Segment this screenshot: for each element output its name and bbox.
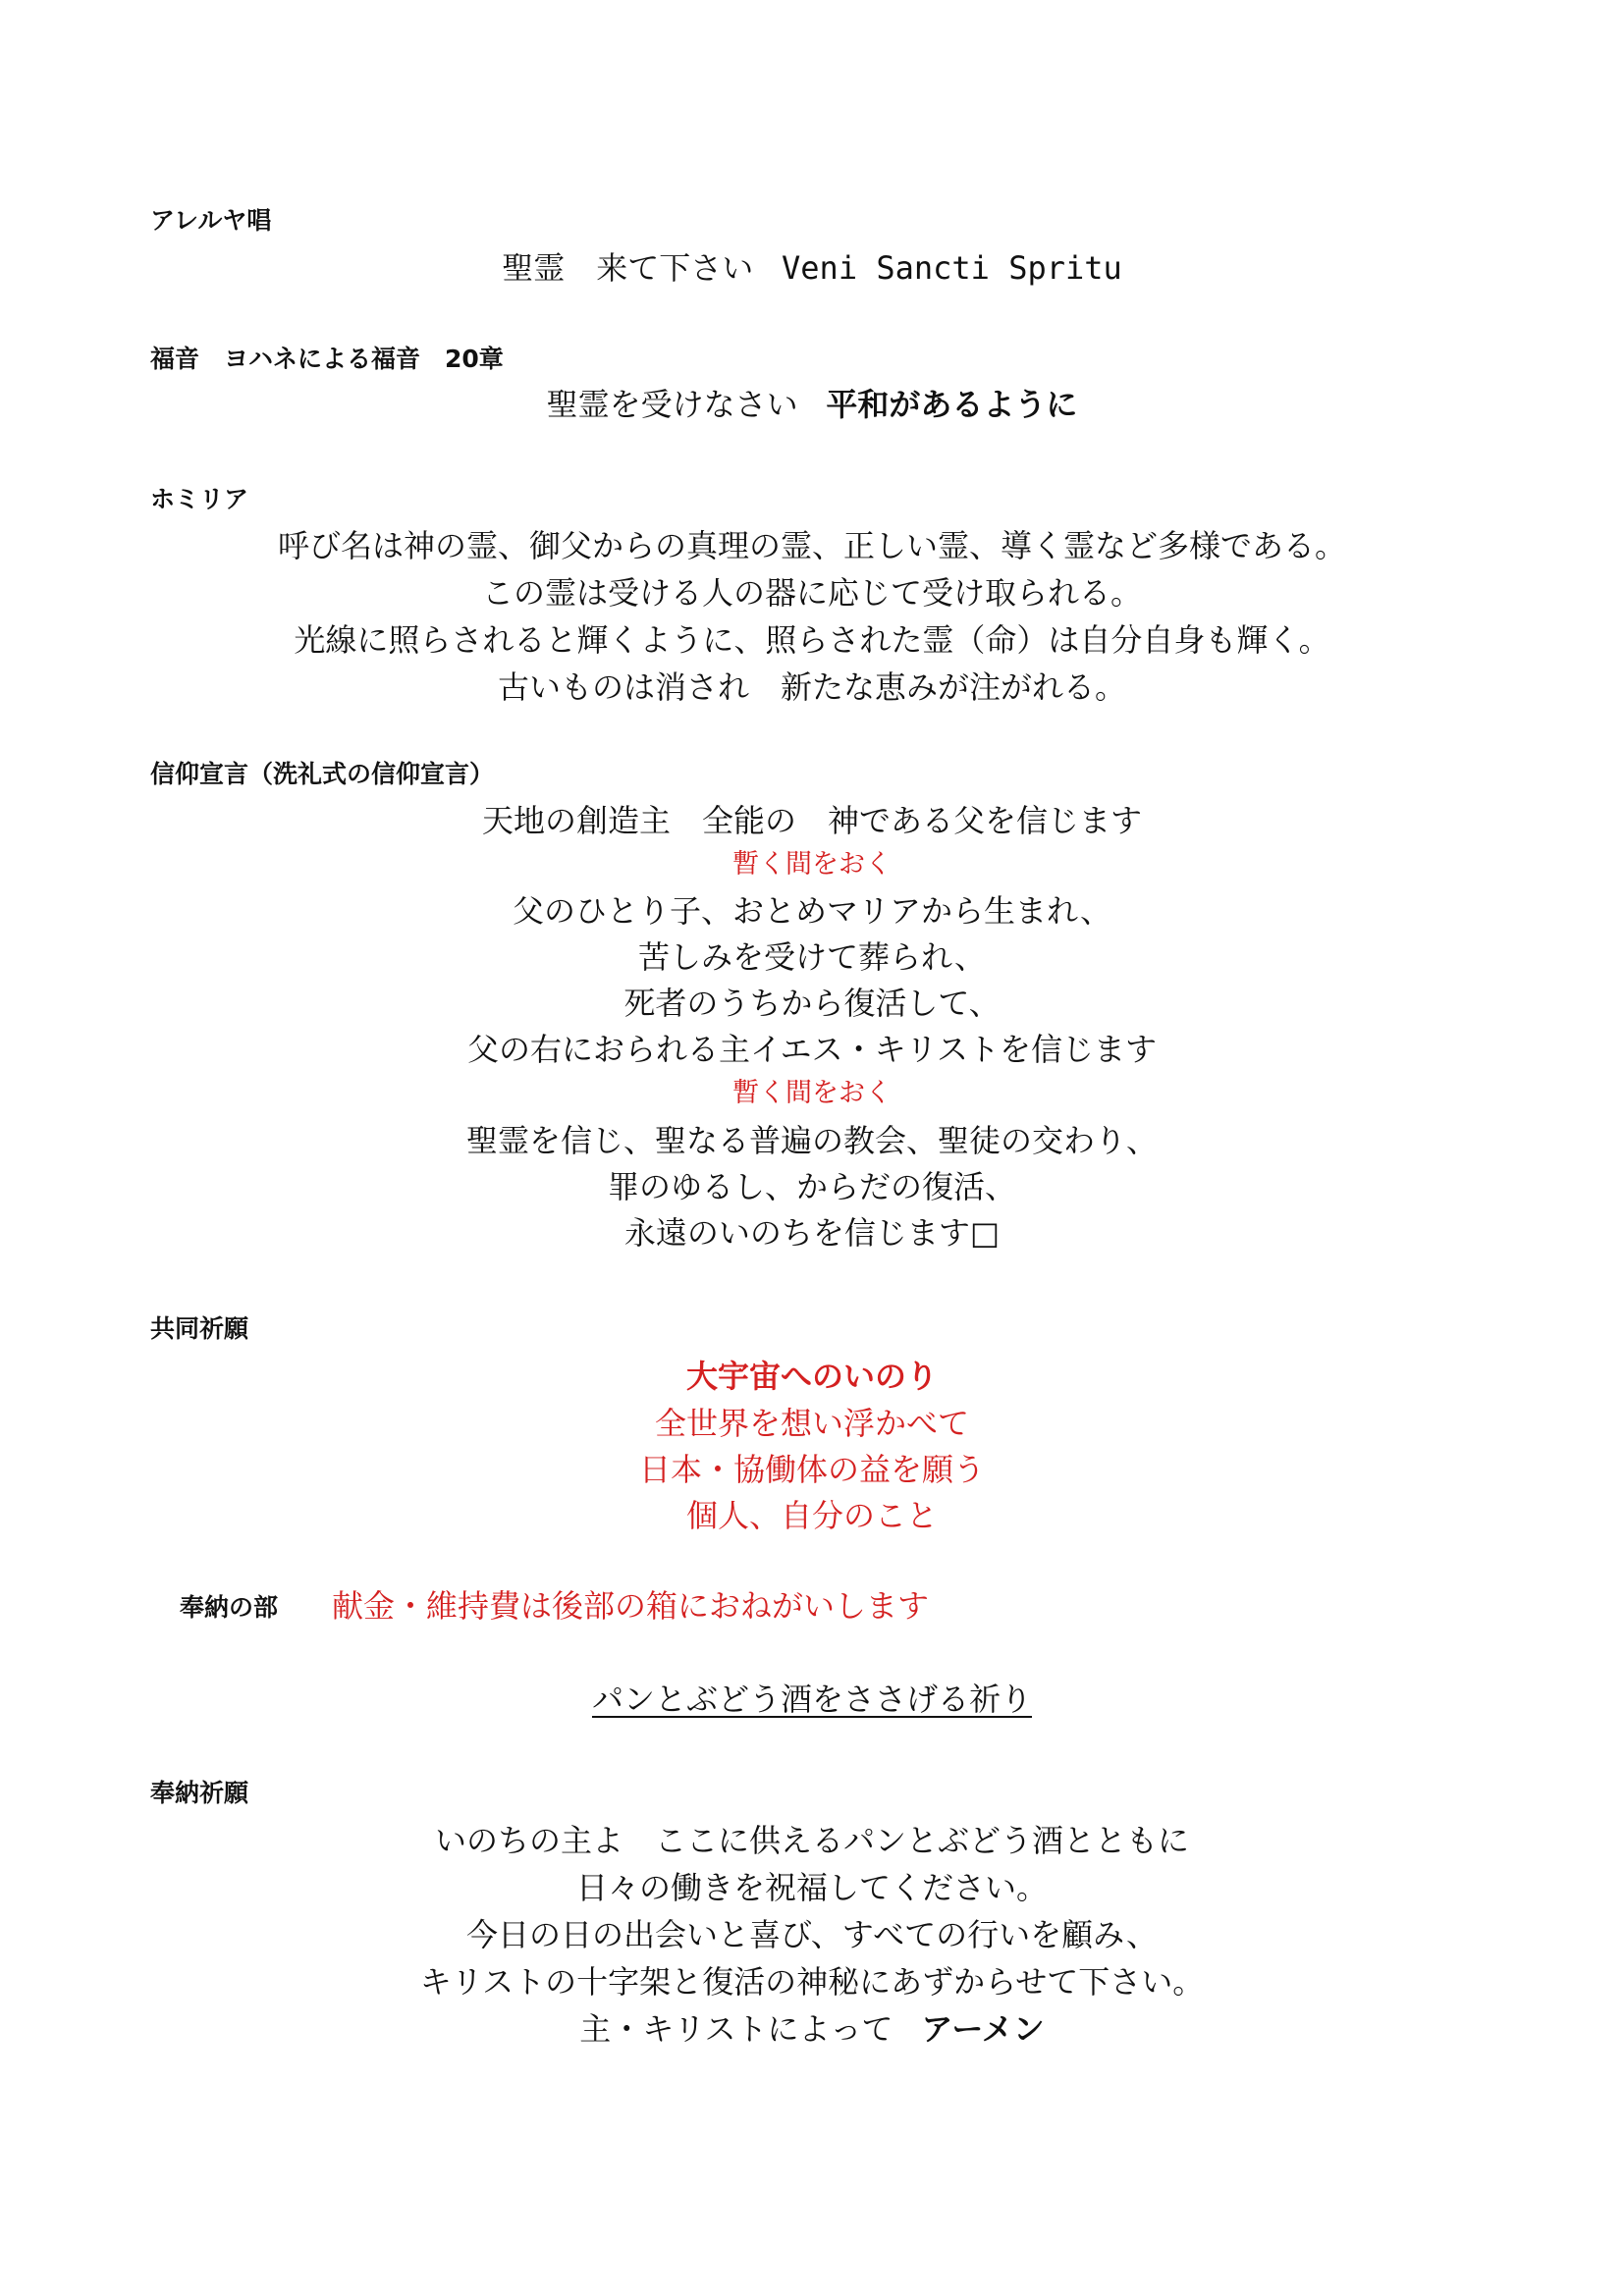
- offertory-prayer-line: キリストの十字架と復活の神秘にあずからせて下さい。: [419, 1963, 1205, 2001]
- creed-line: 永遠のいのちを信じます□: [623, 1214, 1001, 1252]
- offertory-prayer-line: いのちの主よ ここに供えるパンとぶどう酒とともに: [434, 1822, 1189, 1859]
- closing-text: 主・キリストによって: [579, 2010, 893, 2048]
- homily-heading: ホミリア: [150, 485, 249, 513]
- creed-line: 天地の創造主 全能の 神である父を信じます: [481, 802, 1142, 839]
- creed-line: 罪のゆるし、からだの復活、: [607, 1168, 1016, 1205]
- offertory-prayer-line: 日々の働きを祝福してください。: [575, 1869, 1048, 1906]
- alleluia-heading: アレルヤ唱: [150, 206, 272, 235]
- creed-heading: 信仰宣言（洗礼式の信仰宣言）: [150, 760, 495, 788]
- gospel-line-b: 平和があるように: [826, 386, 1078, 423]
- prayers-title: 大宇宙へのいのり: [685, 1358, 938, 1395]
- offertory-prayer-closing: [0, 2007, 1624, 2051]
- creed-line: 聖霊を信じ、聖なる普遍の教会、聖徒の交わり、: [465, 1122, 1158, 1159]
- prayers-line: 全世界を想い浮かべて: [654, 1405, 969, 1442]
- creed-line: 父のひとり子、おとめマリアから生まれ、: [513, 892, 1111, 930]
- offertory-subtitle: [0, 1678, 1624, 1721]
- amen-text: アーメン: [921, 2010, 1045, 2048]
- homily-line: 古いものは消され 新たな恵みが注がれる。: [497, 668, 1126, 706]
- alleluia-line: [0, 246, 1624, 290]
- homily-line: 呼び名は神の霊、御父からの真理の霊、正しい霊、導く霊など多様である。: [277, 527, 1346, 564]
- offertory-prayer-heading: 奉納祈願: [150, 1779, 249, 1807]
- homily-line: この霊は受ける人の器に応じて受け取られる。: [481, 574, 1142, 612]
- gospel-line: [0, 383, 1624, 426]
- prayers-line: 日本・協働体の益を願う: [638, 1451, 985, 1488]
- gospel-heading: 福音 ヨハネによる福音 20章: [150, 345, 504, 373]
- alleluia-line-latin: Veni Sancti Spritu: [782, 249, 1122, 287]
- gospel-line-a: 聖霊を受けなさい: [546, 386, 798, 423]
- creed-line: 苦しみを受けて葬られ、: [638, 938, 986, 976]
- prayers-heading: 共同祈願: [150, 1314, 249, 1343]
- creed-pause-note: 暫く間をおく: [732, 849, 892, 880]
- prayers-line: 個人、自分のこと: [685, 1497, 938, 1534]
- creed-line: 父の右におられる主イエス・キリストを信じます: [466, 1031, 1158, 1068]
- offertory-prayer-line: 今日の日の出会いと喜び、すべての行いを顧み、: [465, 1916, 1158, 1953]
- creed-line: 死者のうちから復活して、: [623, 985, 1001, 1022]
- alleluia-line-jp: 聖霊 来て下さい: [502, 249, 754, 287]
- offertory-heading: 奉納の部: [180, 1593, 279, 1622]
- offertory-note: 献金・維持費は後部の箱におねがいします: [332, 1587, 930, 1625]
- homily-line: 光線に照らされると輝くように、照らされた霊（命）は自分自身も輝く。: [294, 621, 1330, 659]
- creed-pause-note: 暫く間をおく: [732, 1078, 892, 1108]
- offertory-subtitle-text: パンとぶどう酒をささげる祈り: [591, 1681, 1032, 1718]
